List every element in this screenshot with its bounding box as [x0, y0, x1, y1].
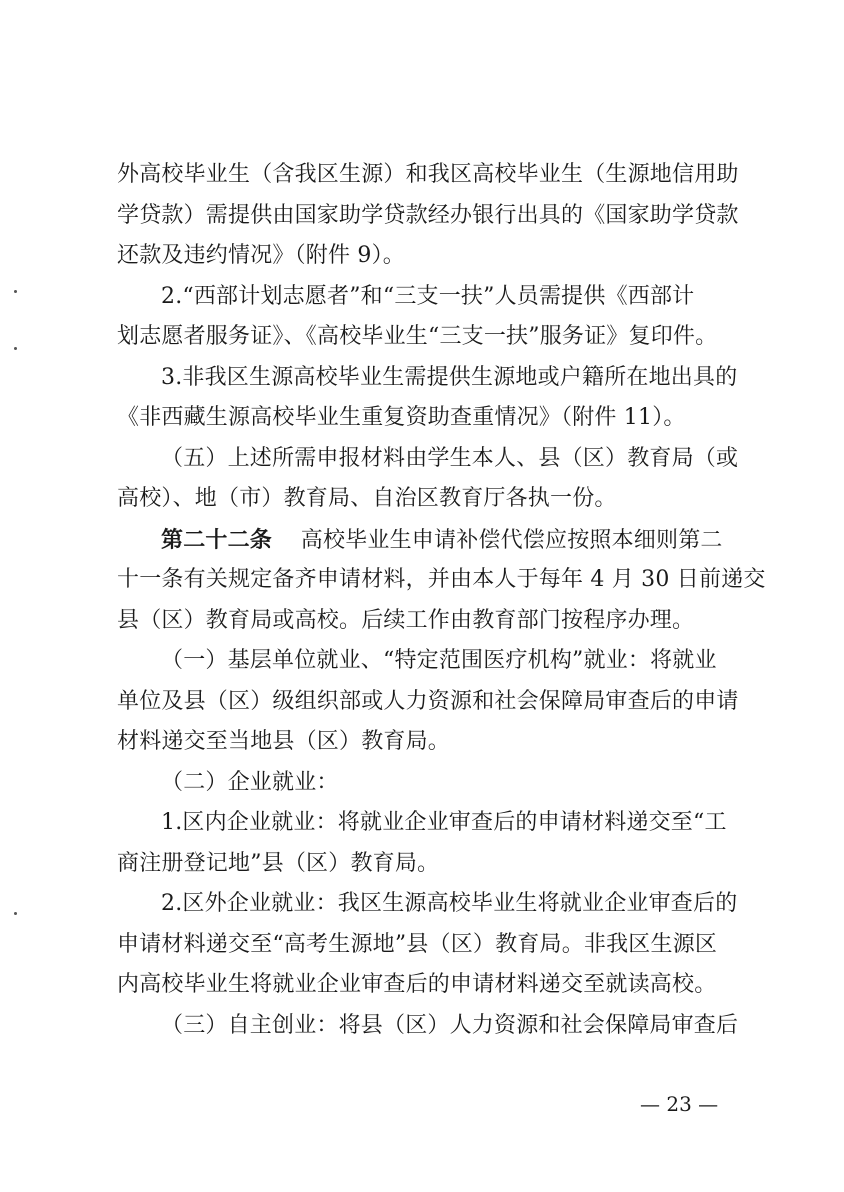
text-line: （三）自主创业：将县（区）人力资源和社会保障局审查后 — [161, 1012, 739, 1038]
scan-mark — [14, 290, 17, 293]
text-line: 高校）、地（市）教育局、自治区教育厅各执一份。 — [117, 486, 617, 511]
text-line: 学贷款）需提供由国家助学贷款经办银行出具的《国家助学贷款 — [117, 202, 739, 228]
text-line: 内高校毕业生将就业企业审查后的申请材料递交至就读高校。 — [117, 972, 717, 997]
scan-mark — [14, 912, 17, 915]
text-line: 商注册登记地”县（区）教育局。 — [117, 850, 440, 876]
text-line: 《非西藏生源高校毕业生重复资助查重情况》（附件 11）。 — [117, 405, 686, 430]
text-line: 外高校毕业生（含我区生源）和我区高校毕业生（生源地信用助 — [117, 162, 739, 187]
text-line: （二）企业就业： — [161, 769, 339, 795]
text-line: 材料递交至当地县（区）教育局。 — [117, 729, 451, 754]
article-22-line — [117, 520, 745, 561]
text-line: 2.“西部计划志愿者”和“三支一扶”人员需提供《西部计 — [161, 283, 695, 309]
page-number: — 23 — — [640, 1092, 719, 1116]
text-line: 1.区内企业就业：将就业企业审查后的申请材料递交至“工 — [161, 810, 727, 835]
text-line: （五）上述所需申报材料由学生本人、县（区）教育局（或 — [161, 445, 739, 471]
text-line: 2.区外企业就业：我区生源高校毕业生将就业企业审查后的 — [161, 891, 738, 916]
text-line: 申请材料递交至“高考生源地”县（区）教育局。非我区生源区 — [117, 931, 718, 957]
scan-mark — [14, 347, 17, 350]
text-line: 划志愿者服务证》、《高校毕业生“三支一扶”服务证》复印件。 — [117, 324, 718, 349]
text-line: 十一条有关规定备齐申请材料，并由本人于每年 4 月 30 日前递交 — [117, 567, 766, 592]
text-line: （一）基层单位就业、“特定范围医疗机构”就业：将就业 — [161, 648, 717, 673]
text-line: 还款及违约情况》（附件 9）。 — [117, 243, 405, 268]
text-line: 3.非我区生源高校毕业生需提供生源地或户籍所在地出具的 — [161, 364, 738, 390]
article-heading: 第二十二条 — [161, 526, 273, 553]
article-text: 高校毕业生申请补偿代偿应按照本细则第二 — [300, 527, 723, 553]
text-line: 单位及县（区）级组织部或人力资源和社会保障局审查后的申请 — [117, 688, 739, 714]
document-body — [117, 155, 766, 1046]
text-line: 县（区）教育局或高校。后续工作由教育部门按程序办理。 — [117, 607, 695, 633]
